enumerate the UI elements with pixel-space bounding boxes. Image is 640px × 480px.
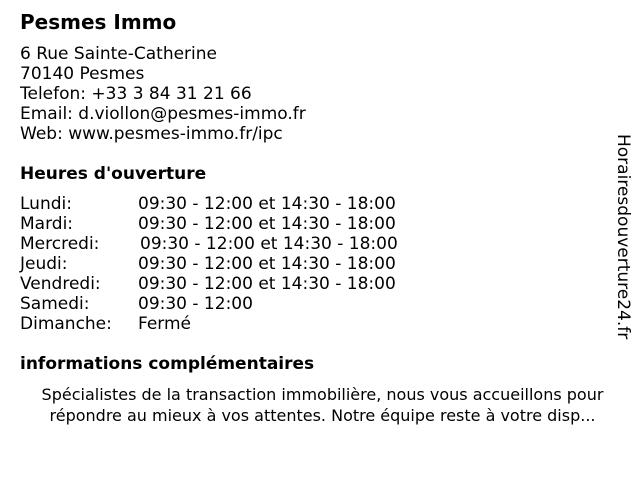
info-heading: informations complémentaires bbox=[20, 354, 315, 374]
phone-number[interactable]: Telefon: +33 3 84 31 21 66 bbox=[20, 84, 252, 104]
time-value: 09:30 - 12:00 et 14:30 - 18:00 bbox=[138, 194, 396, 214]
time-value: 09:30 - 12:00 et 14:30 - 18:00 bbox=[138, 274, 396, 294]
info-line: répondre au mieux à vos attentes. Notre équipe reste à votre disp... bbox=[49, 406, 596, 425]
business-name: Pesmes Immo bbox=[20, 10, 177, 34]
time-value: 09:30 - 12:00 et 14:30 - 18:00 bbox=[140, 234, 398, 254]
day-label: Mercredi: bbox=[20, 234, 100, 254]
hours-heading: Heures d'ouverture bbox=[20, 164, 207, 184]
day-label: Dimanche: bbox=[20, 314, 112, 334]
street-address: 6 Rue Sainte-Catherine bbox=[20, 44, 218, 64]
time-value: Fermé bbox=[138, 314, 192, 334]
day-label: Jeudi: bbox=[20, 254, 68, 274]
day-label: Vendredi: bbox=[20, 274, 101, 294]
watermark-text: Horairesdouverture24.fr bbox=[613, 134, 633, 340]
day-label: Lundi: bbox=[20, 194, 72, 214]
website[interactable]: Web: www.pesmes-immo.fr/ipc bbox=[20, 124, 283, 144]
day-label: Samedi: bbox=[20, 294, 90, 314]
address-block bbox=[20, 44, 306, 144]
email-address[interactable]: Email: d.viollon@pesmes-immo.fr bbox=[20, 104, 306, 124]
info-line: Spécialistes de la transaction immobilière, nous vous accueillons pour bbox=[41, 385, 604, 404]
time-value: 09:30 - 12:00 et 14:30 - 18:00 bbox=[138, 214, 396, 234]
city-address: 70140 Pesmes bbox=[20, 64, 145, 84]
time-value: 09:30 - 12:00 bbox=[138, 294, 253, 314]
info-text bbox=[20, 384, 625, 426]
day-label: Mardi: bbox=[20, 214, 74, 234]
time-value: 09:30 - 12:00 et 14:30 - 18:00 bbox=[138, 254, 396, 274]
